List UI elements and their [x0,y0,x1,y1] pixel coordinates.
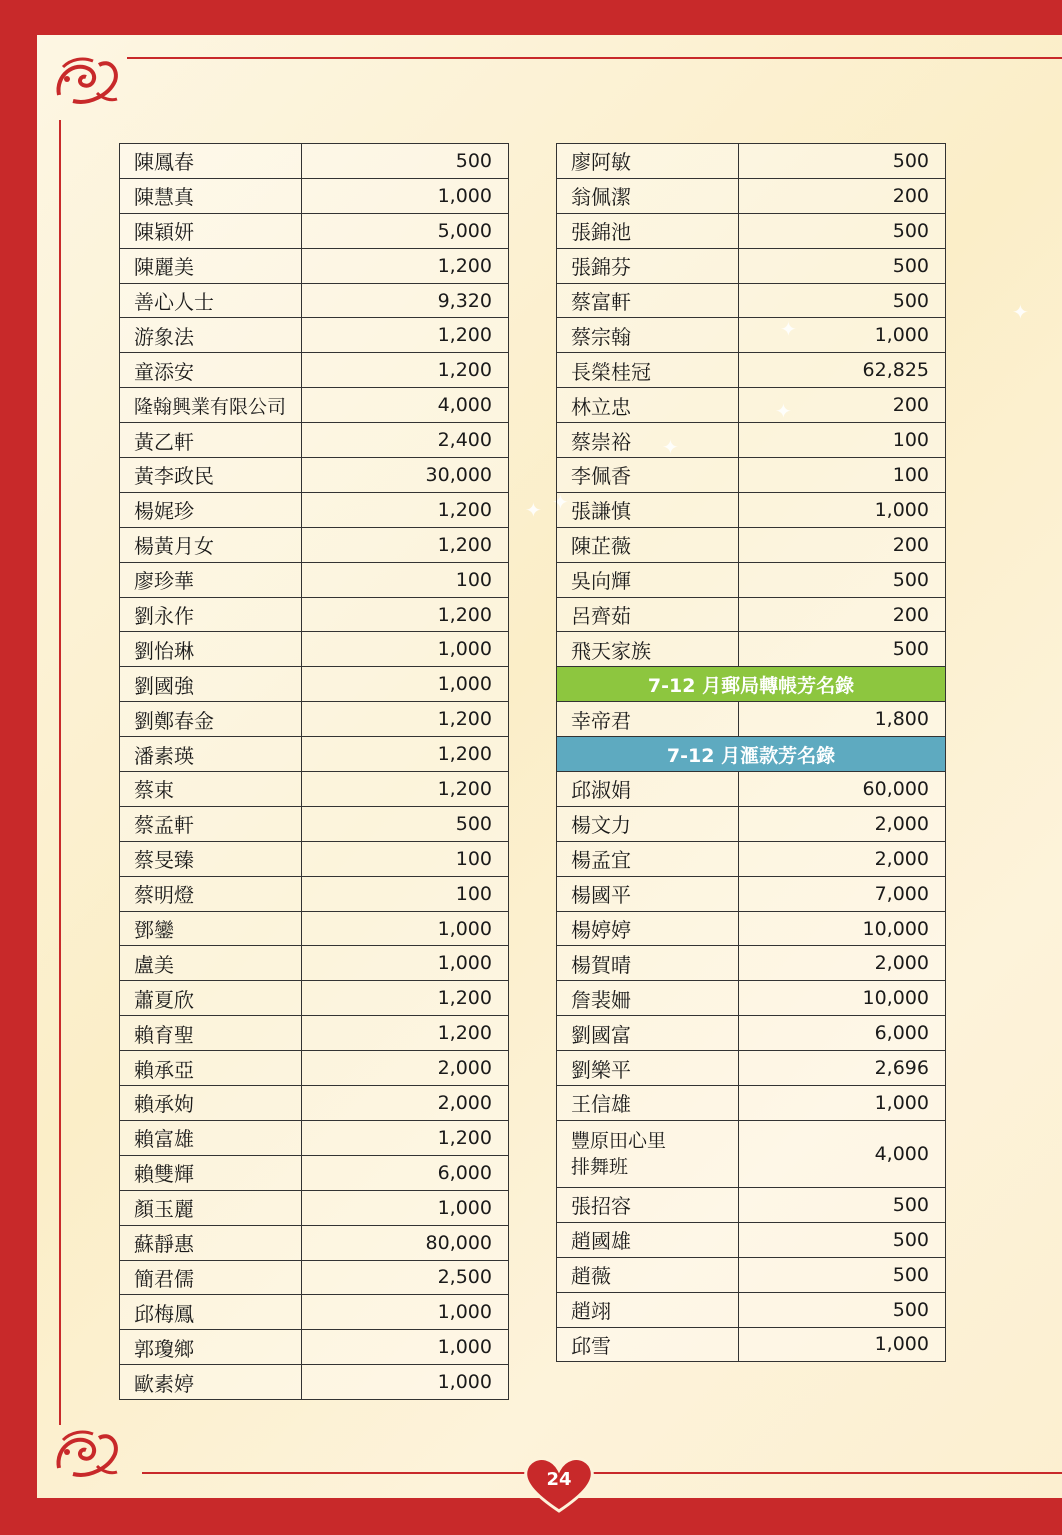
donor-name: 隆翰興業有限公司 [120,388,302,423]
donor-name: 幸帝君 [557,702,739,737]
donor-name: 楊黃月女 [120,527,302,562]
table-row [120,527,509,562]
donor-name: 廖阿敏 [557,144,739,179]
donor-amount: 2,696 [739,1051,946,1086]
donor-amount: 500 [739,248,946,283]
donor-amount: 500 [739,144,946,179]
donor-amount: 1,800 [739,702,946,737]
table-row [120,841,509,876]
table-row [120,144,509,179]
donor-amount: 10,000 [739,911,946,946]
donor-amount: 500 [739,1292,946,1327]
postal-header-label: 7-12 月郵局轉帳芳名錄 [557,667,946,702]
table-row [557,1222,946,1257]
sparkle-icon: ✦ [662,435,679,459]
table-row [557,423,946,458]
donor-amount: 2,400 [302,423,509,458]
table-row [120,353,509,388]
sparkle-icon: ✦ [1012,300,1029,324]
table-row [557,876,946,911]
donor-name: 蔡明燈 [120,876,302,911]
donor-amount: 6,000 [739,1016,946,1051]
table-row [557,1016,946,1051]
table-row [120,1120,509,1155]
table-row [120,597,509,632]
table-row [120,248,509,283]
table-row [120,458,509,493]
table-row [120,1365,509,1400]
donor-name: 趙翊 [557,1292,739,1327]
bottom-ornament-icon [53,1428,121,1480]
donor-name: 陳鳳春 [120,144,302,179]
donor-name: 林立忠 [557,388,739,423]
table-row [557,248,946,283]
table-row [120,702,509,737]
donor-amount: 2,000 [739,806,946,841]
donor-amount: 500 [739,283,946,318]
table-row [120,911,509,946]
donor-amount: 500 [739,1257,946,1292]
donor-name: 邱梅鳳 [120,1295,302,1330]
table-row [557,1187,946,1222]
table-row [120,213,509,248]
donor-name: 張謙慎 [557,492,739,527]
donor-name: 黃李政民 [120,458,302,493]
table-row [120,1190,509,1225]
donor-amount: 500 [302,806,509,841]
donor-name: 楊賀晴 [557,946,739,981]
donor-name: 簡君儒 [120,1260,302,1295]
donor-amount: 500 [739,213,946,248]
table-row [120,492,509,527]
table-row [557,981,946,1016]
donor-amount: 1,200 [302,1120,509,1155]
table-row [120,667,509,702]
sparkle-icon: ✦ [525,498,542,522]
donor-amount: 100 [739,423,946,458]
donor-name: 蔡富軒 [557,283,739,318]
donor-amount: 500 [302,144,509,179]
table-row [120,1086,509,1121]
section-header-remit [557,737,946,772]
donor-amount: 200 [739,178,946,213]
donor-name: 蘇靜惠 [120,1225,302,1260]
donor-name-line1: 豐原田心里 [571,1129,667,1152]
donor-amount: 1,000 [302,1330,509,1365]
donor-name: 陳麗美 [120,248,302,283]
donor-name: 黃乙軒 [120,423,302,458]
donor-amount: 1,000 [739,1086,946,1121]
table-row [557,702,946,737]
donor-name: 趙薇 [557,1257,739,1292]
donor-name: 劉永作 [120,597,302,632]
donor-name: 郭瓊鄉 [120,1330,302,1365]
table-row [120,1295,509,1330]
donor-amount: 1,000 [302,1365,509,1400]
donor-name: 賴承亞 [120,1051,302,1086]
donor-amount: 200 [739,597,946,632]
table-row [557,1051,946,1086]
donor-amount: 62,825 [739,353,946,388]
donor-amount: 1,200 [302,353,509,388]
donor-amount: 9,320 [302,283,509,318]
donor-amount: 1,000 [302,667,509,702]
table-row [120,806,509,841]
table-row [120,423,509,458]
donor-name: 陳芷薇 [557,527,739,562]
donor-amount: 500 [739,1187,946,1222]
donor-name: 飛天家族 [557,632,739,667]
donor-amount: 6,000 [302,1155,509,1190]
table-row [557,806,946,841]
donor-name: 邱雪 [557,1327,739,1362]
donor-name: 詹裴姍 [557,981,739,1016]
table-row [557,353,946,388]
table-row [120,388,509,423]
table-row [120,876,509,911]
table-row [557,911,946,946]
donor-name: 盧美 [120,946,302,981]
donor-name: 童添安 [120,353,302,388]
donor-amount: 1,000 [302,1190,509,1225]
donor-amount: 1,000 [739,492,946,527]
donor-name: 楊孟宜 [557,841,739,876]
bottom-rule [142,1472,1062,1474]
table-row [557,144,946,179]
table-row [557,562,946,597]
table-row [557,283,946,318]
donor-amount: 1,000 [302,911,509,946]
table-row [120,772,509,807]
donor-table-left [119,143,509,1400]
donor-name: 歐素婷 [120,1365,302,1400]
table-row [120,178,509,213]
donor-name: 賴承姁 [120,1086,302,1121]
donor-amount: 500 [739,562,946,597]
table-row [557,213,946,248]
donor-name: 蔡宗翰 [557,318,739,353]
donor-name: 陳慧真 [120,178,302,213]
donor-amount: 100 [302,562,509,597]
table-row [120,1051,509,1086]
donor-name: 鄧鑾 [120,911,302,946]
table-row [557,458,946,493]
donor-amount: 1,200 [302,772,509,807]
donor-amount: 4,000 [302,388,509,423]
table-row [120,1225,509,1260]
sparkle-icon: ✦ [552,490,569,514]
donor-amount: 500 [739,1222,946,1257]
donor-amount: 1,200 [302,248,509,283]
donor-name: 善心人士 [120,283,302,318]
donor-name: 劉國強 [120,667,302,702]
table-row [120,318,509,353]
donor-amount: 2,000 [302,1051,509,1086]
donor-name: 蔡旻臻 [120,841,302,876]
donor-name: 楊國平 [557,876,739,911]
table-row [557,527,946,562]
donor-amount: 1,000 [302,946,509,981]
table-row [557,1327,946,1362]
donor-amount: 1,200 [302,1016,509,1051]
table-row [120,1155,509,1190]
table-row [120,1260,509,1295]
donor-name: 楊文力 [557,806,739,841]
donor-amount: 100 [302,876,509,911]
donor-name: 劉怡琳 [120,632,302,667]
remit-header-label: 7-12 月滙款芳名錄 [557,737,946,772]
donor-amount: 4,000 [739,1120,946,1187]
table-row [557,1257,946,1292]
donor-amount: 7,000 [739,876,946,911]
donor-name: 蔡束 [120,772,302,807]
donor-amount: 1,000 [302,178,509,213]
donor-amount: 1,200 [302,702,509,737]
table-row [557,178,946,213]
donor-name: 賴育聖 [120,1016,302,1051]
donor-name: 長榮桂冠 [557,353,739,388]
donor-amount: 500 [739,632,946,667]
page-number: 24 [546,1469,572,1490]
table-row [557,632,946,667]
donor-name-line2: 排舞班 [571,1155,629,1178]
donor-name: 蕭夏欣 [120,981,302,1016]
donor-name: 劉國富 [557,1016,739,1051]
donor-name: 顏玉麗 [120,1190,302,1225]
table-row [120,632,509,667]
donor-amount: 60,000 [739,772,946,807]
donor-amount: 2,000 [739,946,946,981]
page-number-badge [522,1455,596,1515]
table-row [557,1292,946,1327]
donor-name: 陳穎妍 [120,213,302,248]
donor-amount: 2,500 [302,1260,509,1295]
table-row [557,492,946,527]
donor-name: 賴雙輝 [120,1155,302,1190]
donor-name [557,1120,739,1187]
table-row [120,562,509,597]
table-row [557,772,946,807]
donor-name: 趙國雄 [557,1222,739,1257]
donor-name: 張錦芬 [557,248,739,283]
donor-amount: 1,200 [302,527,509,562]
table-row [120,946,509,981]
donor-name: 邱淑娟 [557,772,739,807]
top-rule [127,57,1062,59]
donor-amount: 1,200 [302,981,509,1016]
table-row [557,1086,946,1121]
table-row [120,981,509,1016]
section-header-postal [557,667,946,702]
sparkle-icon: ✦ [780,317,797,341]
donor-amount: 1,200 [302,597,509,632]
donor-name: 楊婷婷 [557,911,739,946]
sparkle-icon: ✦ [775,399,792,423]
donor-name: 翁佩潔 [557,178,739,213]
donor-name: 蔡崇裕 [557,423,739,458]
donor-name: 潘素瑛 [120,737,302,772]
table-row [120,737,509,772]
table-row [120,1330,509,1365]
donor-amount: 200 [739,527,946,562]
donor-amount: 200 [739,388,946,423]
donor-name: 張招容 [557,1187,739,1222]
table-row [557,597,946,632]
table-row [120,283,509,318]
table-row [120,1016,509,1051]
donor-amount: 1,200 [302,318,509,353]
donor-name: 廖珍華 [120,562,302,597]
donor-name: 呂齊茹 [557,597,739,632]
donor-name: 劉樂平 [557,1051,739,1086]
donor-amount: 80,000 [302,1225,509,1260]
table-row [557,1120,946,1187]
donor-name: 游象法 [120,318,302,353]
donor-amount: 1,200 [302,737,509,772]
donor-amount: 10,000 [739,981,946,1016]
donor-name: 蔡孟軒 [120,806,302,841]
donor-amount: 2,000 [302,1086,509,1121]
donor-amount: 100 [302,841,509,876]
donor-amount: 1,000 [739,1327,946,1362]
donor-name: 李佩香 [557,458,739,493]
donor-name: 王信雄 [557,1086,739,1121]
donor-amount: 1,000 [739,318,946,353]
top-ornament-icon [53,55,121,107]
donor-name: 劉鄭春金 [120,702,302,737]
table-row [557,841,946,876]
donor-amount: 5,000 [302,213,509,248]
donor-name: 張錦池 [557,213,739,248]
donor-name: 吳向輝 [557,562,739,597]
donor-amount: 1,000 [302,1295,509,1330]
donor-amount: 1,000 [302,632,509,667]
donor-amount: 30,000 [302,458,509,493]
donor-amount: 100 [739,458,946,493]
table-row [557,318,946,353]
table-row [557,388,946,423]
table-row [557,946,946,981]
donor-amount: 1,200 [302,492,509,527]
donor-amount: 2,000 [739,841,946,876]
donor-table-right [556,143,946,1362]
donor-name: 楊娓珍 [120,492,302,527]
donor-name: 賴富雄 [120,1120,302,1155]
left-rule [59,120,61,1425]
